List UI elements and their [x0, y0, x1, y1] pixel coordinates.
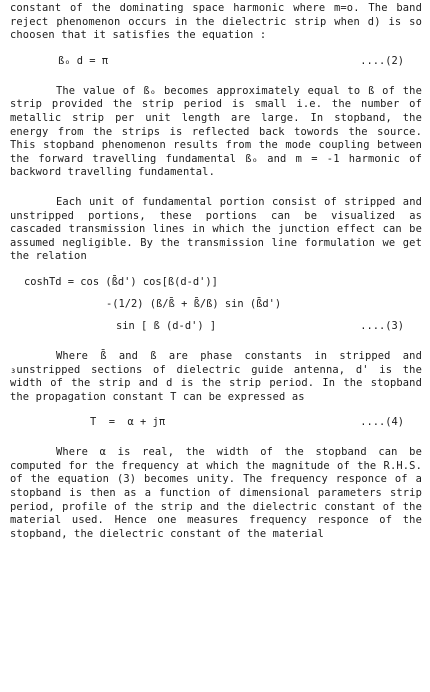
equation-3-line-1: [10, 276, 422, 290]
equation-3-line-3-expression: sin [ ß (d-d') ]: [116, 319, 217, 332]
equation-2: [10, 55, 422, 69]
equation-3-number: ....(3): [360, 319, 404, 332]
equation-4-expression: T = α + jπ: [90, 416, 166, 429]
paragraph-band-reject: constant of the dominating space harmonic where m=o. The band reject phenomenon occurs in the dielectric strip when d) is so choosen that it satisfies the equation :: [10, 2, 422, 42]
equation-2-number: ....(2): [360, 54, 404, 67]
equation-3-line-2-expression: -(1/2) (ß/ß̄ + ß̄/ß) sin (ß̄d'): [106, 297, 282, 310]
equation-3-line-3: [10, 320, 422, 334]
paragraph-stopband: The value of ßₒ becomes approximately equal to ß of the strip provided the strip period is small i.e. the number of metallic strip per unit length are large. In stopband, the energy from the strips is reflected back towords the source. This stopband phenomenon results from the mode coupling between the forward travelling fundamental ßₒ and m = -1 harmonic of backword travelling fundamental.: [10, 84, 422, 179]
equation-2-expression: ßₒ d = π: [58, 54, 109, 67]
paragraph-fundamental-portion: Each unit of fundamental portion consist of stripped and unstripped portions, these portions can be visualized as cascaded transmission lines in which the junction effect can be assumed negligible. By the transmission line formulation we get the relation: [10, 195, 422, 263]
paragraph-stopband-width: Where α is real, the width of the stopband can be computed for the frequency at which the magnitude of the R.H.S. of the equation (3) becomes unity. The frequency responce of a stopband is then as a function of dimensional parameters strip period, profile of the strip and the dielectric constant of the material used. Hence one measures frequency responce of the stopband, the dielectric constant of the material: [10, 446, 422, 540]
paragraph-phase-constants: Where ß̄ and ß are phase constants in stripped and ₃unstripped sections of dielectric guide antenna, d' is the width of the strip and d is the strip period. In the stopband the propagation constant T can be expressed as: [10, 349, 422, 403]
equation-4-number: ....(4): [360, 416, 404, 429]
equation-4: [10, 416, 422, 430]
equation-3-line-1-expression: coshTd = cos (ß̄d') cos[ß(d-d')]: [24, 275, 218, 288]
equation-3-line-2: [10, 298, 422, 312]
